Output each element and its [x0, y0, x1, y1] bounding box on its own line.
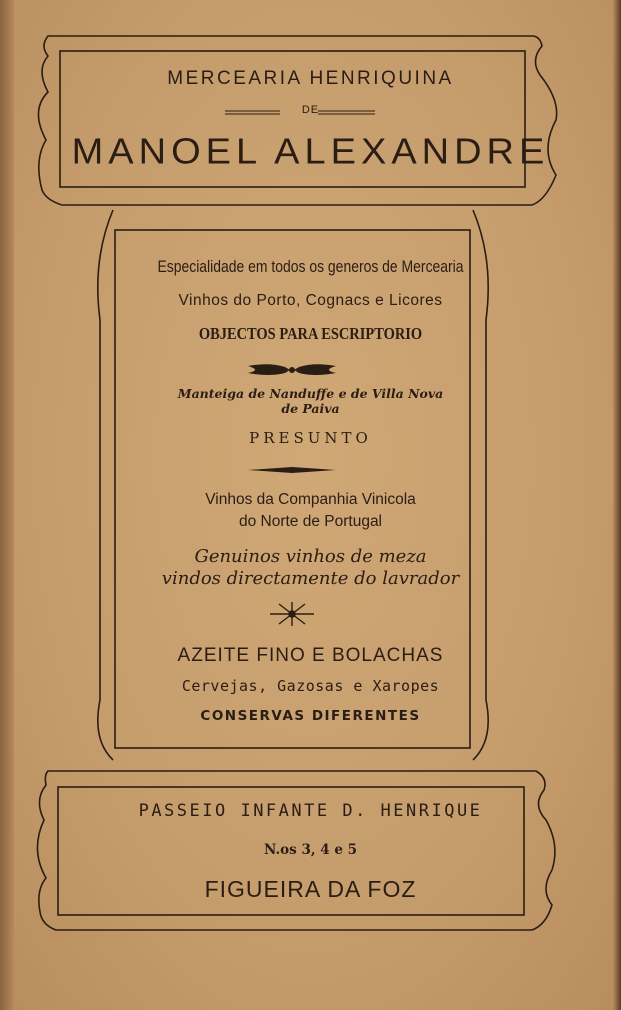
- connector-word: DE: [301, 104, 320, 116]
- objectos-line: OBJECTOS PARA ESCRIPTORIO: [198, 324, 423, 343]
- ornament-divider-3: [270, 602, 314, 626]
- city-line: FIGUEIRA DA FOZ: [204, 876, 417, 902]
- street-numbers: N.os 3, 4 e 5: [263, 842, 358, 858]
- shop-name-line: MERCEARIA HENRIQUINA: [167, 68, 454, 89]
- genuinos-block: [0, 546, 621, 590]
- manteiga-line-2: de Paiva: [281, 401, 340, 416]
- companhia-block: [0, 489, 621, 533]
- azeite-line: AZEITE FINO E BOLACHAS: [177, 645, 444, 666]
- companhia-line-1: Vinhos da Companhia Vinicola: [205, 491, 416, 508]
- manteiga-block: [0, 386, 621, 416]
- ornament-divider-1: [248, 364, 336, 375]
- conservas-line: CONSERVAS DIFERENTES: [200, 708, 421, 724]
- presunto-line: PRESUNTO: [249, 429, 372, 447]
- companhia-line-2: do Norte de Portugal: [238, 513, 383, 530]
- cervejas-line: Cervejas, Gazosas e Xaropes: [181, 677, 440, 695]
- vinhos-porto-line: Vinhos do Porto, Cognacs e Licores: [178, 292, 443, 309]
- genuinos-line-2: vindos directamente do lavrador: [161, 568, 460, 589]
- especialidade-line: Especialidade em todos os generos de Mercearia: [157, 257, 464, 276]
- manteiga-line-1: Manteiga de Nanduffe e de Villa Nova: [177, 386, 444, 401]
- genuinos-line-1: Genuinos vinhos de meza: [194, 546, 427, 567]
- owner-name-title: MANOEL ALEXANDRE: [71, 132, 550, 172]
- address-line: PASSEIO INFANTE D. HENRIQUE: [138, 801, 483, 821]
- ornament-divider-2: [248, 467, 336, 473]
